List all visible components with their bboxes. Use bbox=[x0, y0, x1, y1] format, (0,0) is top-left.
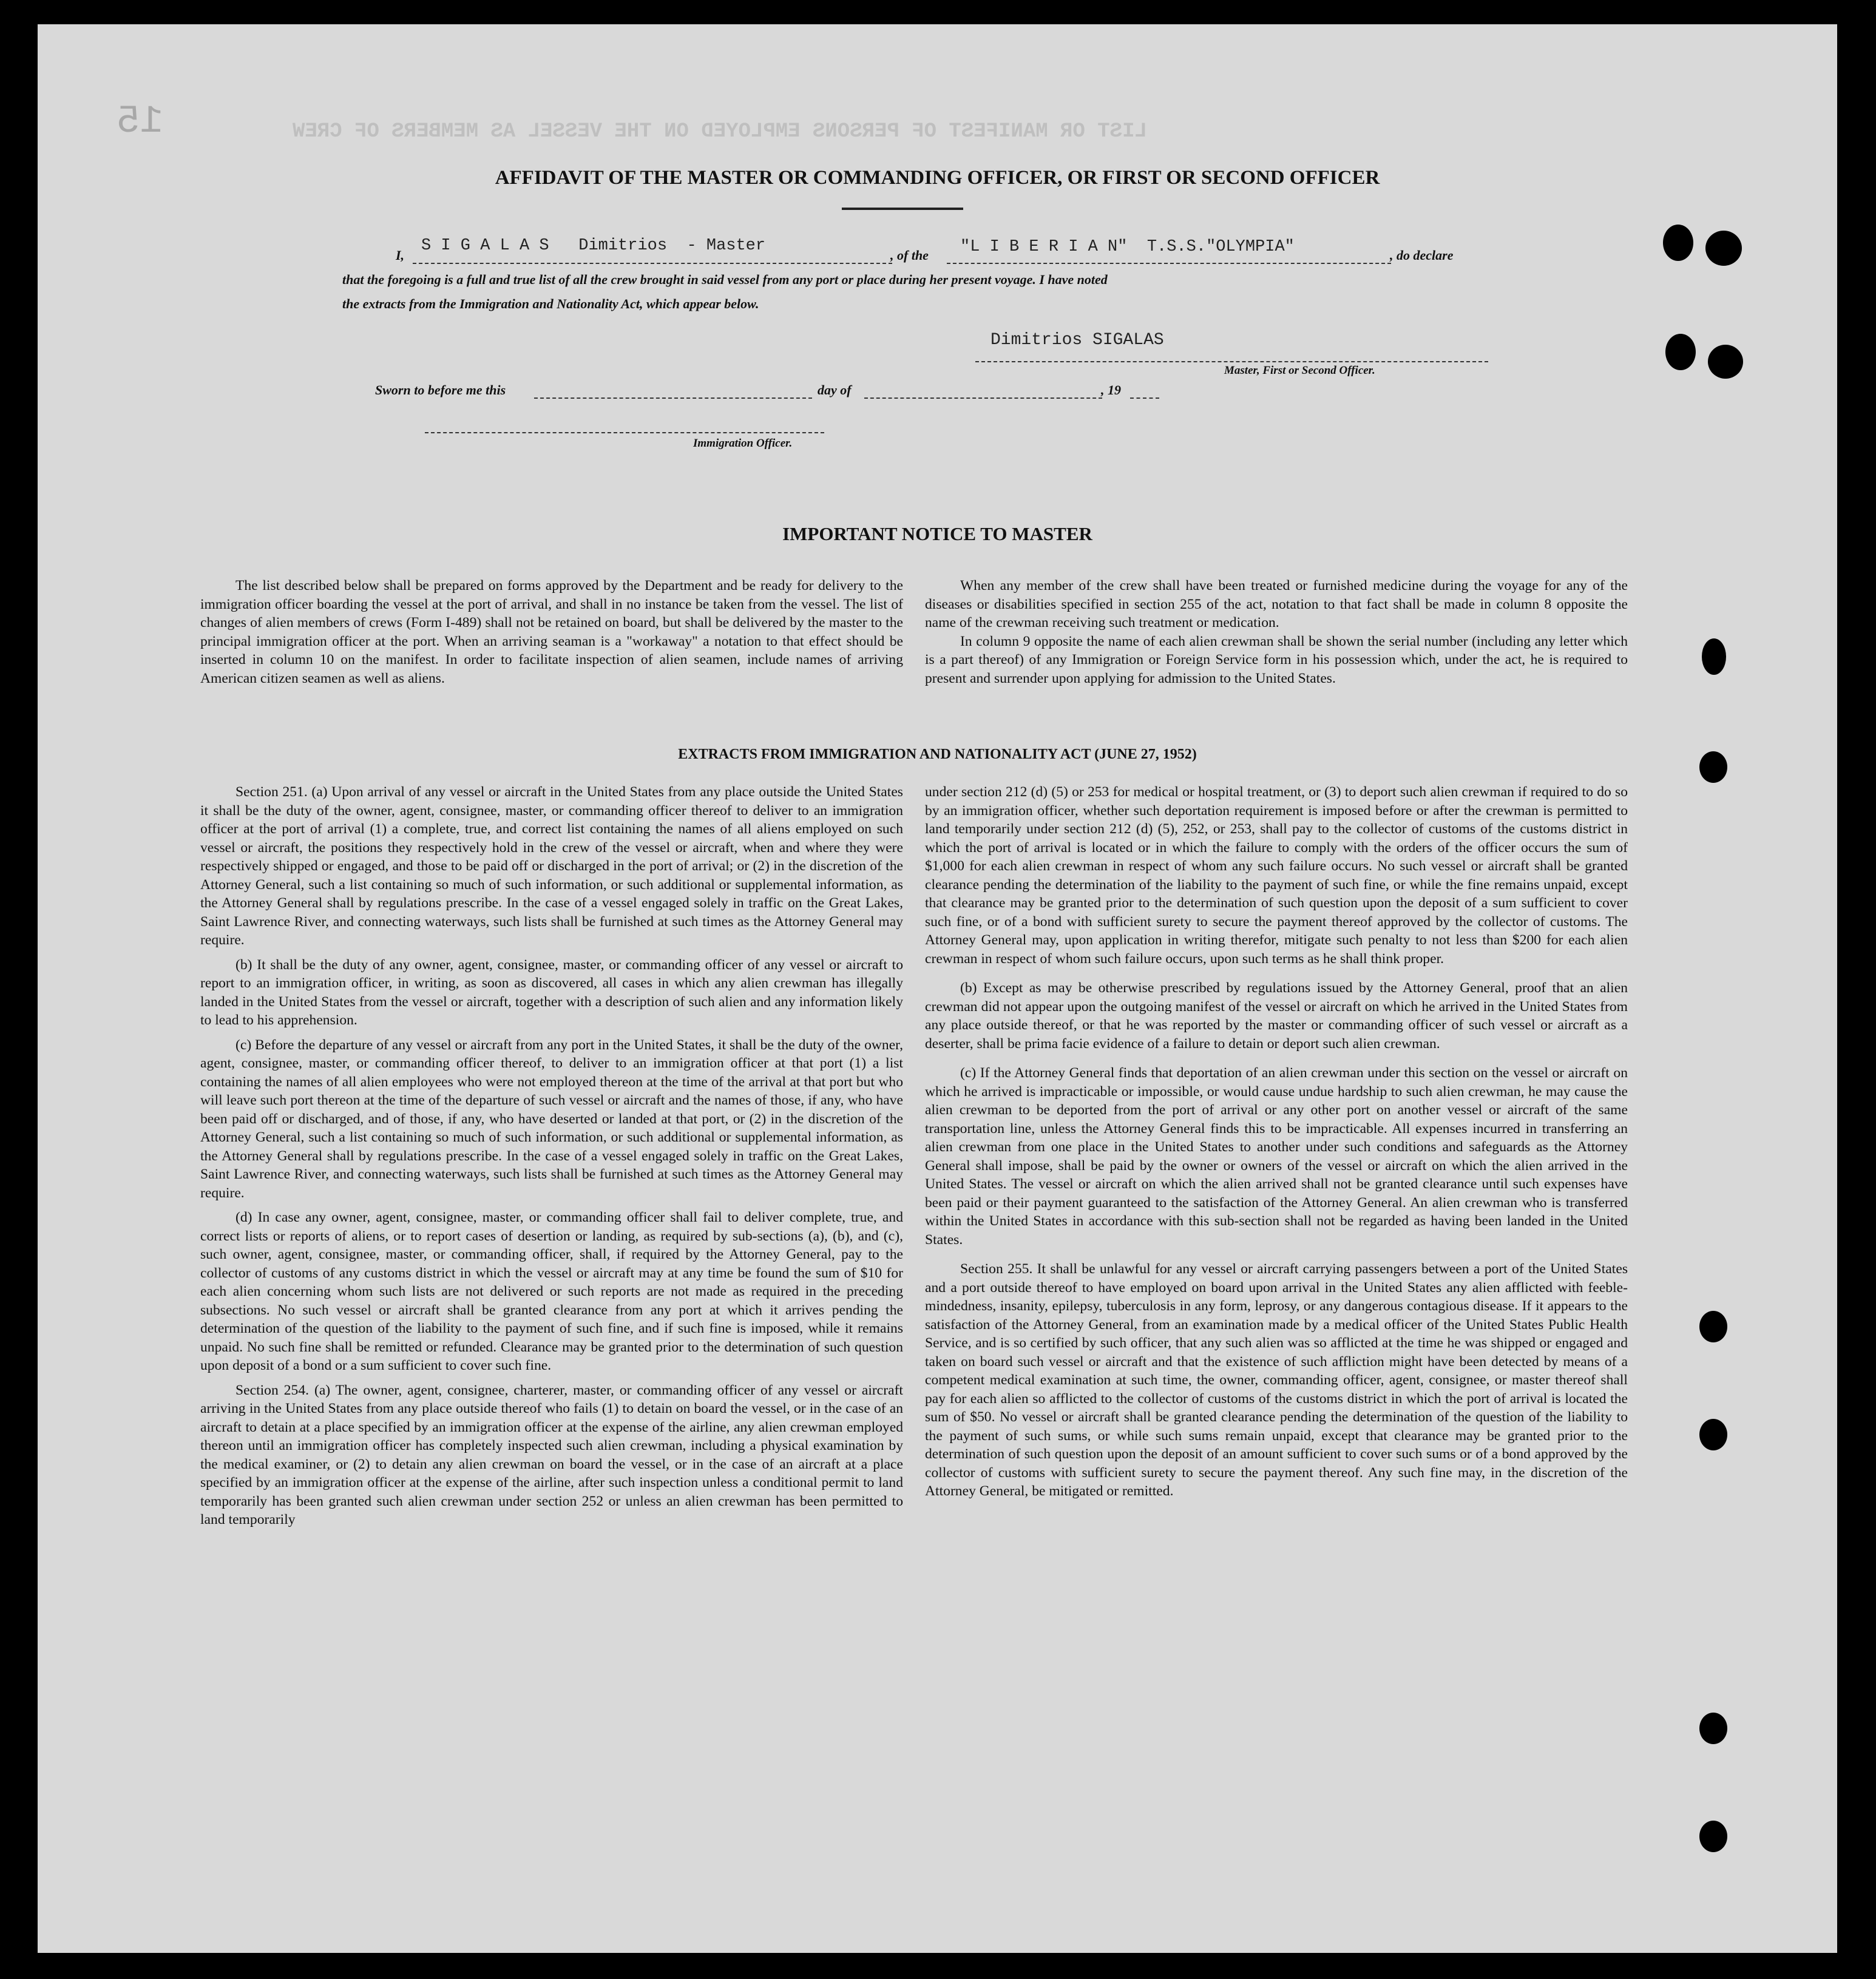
section-paragraph: (c) If the Attorney General finds that deportation of an alien crewman under this section on the vessel or aircraft on which he arrived is impracticable or impossible, or would cause undue hardship to such alien crewman, he may cause the alien crewman to be deported from the port of arrival or any other port on another vessel or aircraft of the same transportation line, unless the Attorney General finds this to be impracticable. All expenses incurred in transferring an alien crewman from one place in the United States to another under such conditions and safeguards as the Attorney General shall impose, shall be paid by the owner or owners of the vessel or aircraft on which the alien arrived in the United States. The vessel or aircraft on which the alien arrived shall not be granted clearance until such expenses have been paid or their payment guaranteed to the satisfaction of the Attorney General. An alien crewman who is transferred within the United States in accordance with this sub-section shall not be regarded as having been landed in the United States. bbox=[925, 1065, 1628, 1248]
vessel-name-line bbox=[947, 263, 1391, 264]
document-page bbox=[38, 24, 1837, 1953]
section-paragraph: (b) Except as may be otherwise prescribed by regulations issued by the Attorney General, proof that an alien crewman did not appear upon the outgoing manifest of the vessel or aircraft on which he arrived in the United States from any place outside thereof, or that he was reported by the master or commanding officer of such vessel or aircraft as a deserter, shall be prima facie evidence of a failure to detain or deport such alien crewman. bbox=[925, 980, 1628, 1052]
sworn-year-line bbox=[1130, 397, 1159, 399]
officer-caption: Immigration Officer. bbox=[693, 437, 793, 450]
master-name-field: S I G A L A S Dimitrios - Master bbox=[421, 237, 766, 255]
master-signature: Dimitrios SIGALAS bbox=[990, 331, 1164, 350]
notice-paragraph: The list described below shall be prepared on forms approved by the Department and be ready for delivery to the immigration officer boarding the vessel at the port of arrival, and shall in no instance be taken from the vessel. The list of changes of alien members of crews (Form I-489) shall not be retained on board, but shall be delivered by the master to the principal immigration officer at the port. When an arriving seaman is a "workaway" a notation to that effect should be inserted in column 10 on the manifest. In order to facilitate inspection of alien seamen, include names of arriving American citizen seamen as well as aliens. bbox=[200, 578, 903, 686]
punch-hole bbox=[1699, 1821, 1727, 1852]
section-paragraph: (b) It shall be the duty of any owner, agent, consignee, master, or commanding officer of any vessel or aircraft to report to an immigration officer, in writing, as soon as discovered, all cases in which any alien crewman has illegally landed in the United States from the vessel or aircraft, together with a description of such alien and any information likely to lead to his apprehension. bbox=[200, 956, 903, 1028]
title-divider bbox=[842, 208, 963, 210]
master-name-line bbox=[413, 263, 892, 264]
section-paragraph: Section 255. It shall be unlawful for any vessel or aircraft carrying passengers between a port of the United States and a port outside thereof to have employed on board upon arrival in the United States any alien afflicted with feeble-mindedness, insanity, epilepsy, tuberculosis in any form, leprosy, or any dangerous contagious disease. If it appears to the satisfaction of the Attorney General, from an examination made by a medical officer of the United States Public Health Service, and is so certified by such officer, that any such alien was so afflicted at the time he was shipped or engaged and taken on board such vessel or aircraft and that the existence of such affliction might have been detected by means of a competent medical examination at such time, the owner, commanding officer, agent, consignee, or master thereof shall pay for each alien so afflicted to the collector of customs of the customs district in which the port of arrival is located the sum of $50. No vessel or aircraft shall be granted clearance pending the determination of the question of the liability to the payment of such sums, or while such sums remain unpaid, except that clearance may be granted prior to the determination of such question upon the deposit of an amount sufficient to cover such sums or of a bond approved by the collector of customs with sufficient surety to secure the payment thereof. Any such fine may, in the discretion of the Attorney General, be mitigated or remitted. bbox=[925, 1261, 1628, 1499]
statement-line-1: that the foregoing is a full and true list of all the crew brought in said vessel from any port or place during her present voyage. I have noted bbox=[342, 272, 1108, 287]
punch-hole bbox=[1708, 345, 1743, 379]
punch-hole bbox=[1665, 334, 1696, 370]
affidavit-title: AFFIDAVIT OF THE MASTER OR COMMANDING OFFICER, OR FIRST OR SECOND OFFICER bbox=[495, 167, 1380, 189]
extracts-right-column bbox=[925, 783, 1628, 1501]
sworn-label: Sworn to before me this bbox=[375, 382, 506, 397]
notice-right-column bbox=[925, 577, 1628, 688]
punch-hole bbox=[1702, 638, 1726, 675]
notice-heading: IMPORTANT NOTICE TO MASTER bbox=[782, 523, 1092, 544]
punch-hole bbox=[1699, 1419, 1727, 1450]
vessel-name-field: "L I B E R I A N" T.S.S."OLYMPIA" bbox=[960, 238, 1295, 256]
section-paragraph: Section 254. (a) The owner, agent, consignee, charterer, master, or commanding officer of any vessel or aircraft arriving in the United States from any place outside thereof who fails (1) to detain on board the vessel, or in the case of an aircraft to detain at a place specified by an immigration officer at the expense of the airline, any alien crewman employed thereon until an immigration officer has completely inspected such alien crewman, including a physical examination by the medical examiner, or (2) to detain any alien crewman on board the vessel, or in the case of an aircraft at a place specified by an immigration officer at the expense of the airline, after such inspection unless a conditional permit to land temporarily has been granted such alien crewman under section 252 or unless an alien crewman has been permitted to land temporarily bbox=[200, 1382, 903, 1527]
section-paragraph: (d) In case any owner, agent, consignee, master, or commanding officer shall fail to deliver complete, true, and correct lists or reports of aliens, or to report cases of desertion or landing, as required by sub-sections (a), (b), and (c), such owner, agent, consignee, master, or commanding officer, shall, if required by the Attorney General, pay to the collector of customs of any customs district in which the vessel or aircraft may at any time be found the sum of $10 for each alien concerning whom such lists are not delivered or such reports are not made as required in the preceding subsections. No such vessel or aircraft shall be granted clearance from any port at which it arrives pending the determination of the question of the liability to the payment of such fine, and if such fine is imposed, while it remains unpaid. No such fine shall be remitted or refunded. Clearance may be granted prior to the determination of such question upon deposit of a bond or a sum sufficient to cover such fine. bbox=[200, 1209, 903, 1373]
section-paragraph: Section 251. (a) Upon arrival of any vessel or aircraft in the United States from any place outside the United States it shall be the duty of the owner, agent, consignee, master, or commanding officer thereof to deliver to an immigration officer at the port of arrival (1) a complete, true, and correct list containing the names of all aliens employed on such vessel or aircraft, the positions they respectively hold in the crew of the vessel or aircraft, when and where they were respectively shipped or engaged, and those to be paid off or discharged in the port of arrival; or (2) in the discretion of the Attorney General, such a list containing so much of such information, or such additional or supplemental information, as the Attorney General shall by regulations prescribe. In the case of a vessel engaged solely in traffic on the Great Lakes, Saint Lawrence River, and connecting waterways, such lists shall be furnished at such times as the Attorney General may require. bbox=[200, 784, 903, 948]
section-paragraph: under section 212 (d) (5) or 253 for medical or hospital treatment, or (3) to deport such alien crewman if required to do so by an immigration officer, whether such deportation requirement is imposed before or after the crewman is permitted to land temporarily under section 212 (d) (5), 252, or 253, shall pay to the collector of customs of the customs district in which the port of arrival is located or in which the failure to comply with the orders of the officer occurs the sum of $1,000 for each alien crewman in respect of whom any such failure occurs. No such vessel or aircraft shall be granted clearance pending the determination of the liability to the payment of such fine, or while the fine remains unpaid, except that clearance may be granted prior to the determination of such question upon the deposit of a sum sufficient to cover such fine, or of a bond with sufficient surety to secure the payment thereof approved by the collector of customs. The Attorney General may, upon application in writing therefor, mitigate such penalty to not less than $200 for each alien crewman in respect of whom such failure occurs, upon such terms as he shall think proper. bbox=[925, 784, 1628, 967]
punch-hole bbox=[1699, 1713, 1727, 1744]
section-paragraph: (c) Before the departure of any vessel or aircraft from any port in the United States, it shall be the duty of the owner, agent, consignee, master, or commanding officer thereof, to deliver to an immigration officer at that port (1) a list containing the names of all alien employees who were not employed thereon at the time of the arrival at that port but who will leave such port thereon at the time of the departure of such vessel or aircraft and the names of those, if any, who have been paid off or discharged, and of those, if any, who have deserted or landed at that port, or (2) in the discretion of the Attorney General, such a list containing so much of such information, or such additional or supplemental information, as the Attorney General shall by regulations prescribe. In the case of a vessel engaged solely in traffic on the Great Lakes, Saint Lawrence River, and connecting waterways, such lists shall be furnished at such times as the Attorney General may require. bbox=[200, 1037, 903, 1201]
sworn-month-line bbox=[864, 397, 1102, 399]
notice-paragraph: When any member of the crew shall have been treated or furnished medicine during the voyage for any of the diseases or disabilities specified in section 255 of the act, notation to that fact shall be made in column 8 opposite the name of the crewman receiving such treatment or medication. bbox=[925, 578, 1628, 631]
signature-line bbox=[975, 361, 1488, 362]
i-label: I, bbox=[396, 248, 405, 263]
page-number-ghost: 15 bbox=[117, 100, 163, 144]
punch-hole bbox=[1699, 751, 1727, 783]
notice-left-column bbox=[200, 577, 903, 688]
statement-line-2: the extracts from the Immigration and Nationality Act, which appear below. bbox=[342, 296, 759, 311]
punch-hole bbox=[1699, 1311, 1727, 1342]
sworn-day-line bbox=[534, 397, 812, 399]
punch-hole bbox=[1705, 231, 1742, 266]
officer-signature-line bbox=[425, 432, 824, 433]
declare-label: , do declare bbox=[1390, 248, 1454, 263]
year-label: , 19 bbox=[1101, 382, 1121, 397]
reverse-title-ghost: LIST OR MANIFEST OF PERSONS EMPLOYED ON THE VESSEL AS MEMBERS OF CREW bbox=[293, 120, 1147, 143]
extracts-heading: EXTRACTS FROM IMMIGRATION AND NATIONALITY ACT (JUNE 27, 1952) bbox=[678, 746, 1197, 762]
day-of-label: day of bbox=[818, 382, 852, 397]
of-the-label: , of the bbox=[890, 248, 929, 263]
punch-hole bbox=[1663, 225, 1693, 261]
notice-paragraph: In column 9 opposite the name of each alien crewman shall be shown the serial number (including any letter which is a part thereof) of any Immigration or Foreign Service form in his possession which, under the act, he is required to present and surrender upon applying for admission to the United States. bbox=[925, 633, 1628, 686]
extracts-left-column bbox=[200, 783, 903, 1529]
signature-caption: Master, First or Second Officer. bbox=[1224, 364, 1375, 377]
